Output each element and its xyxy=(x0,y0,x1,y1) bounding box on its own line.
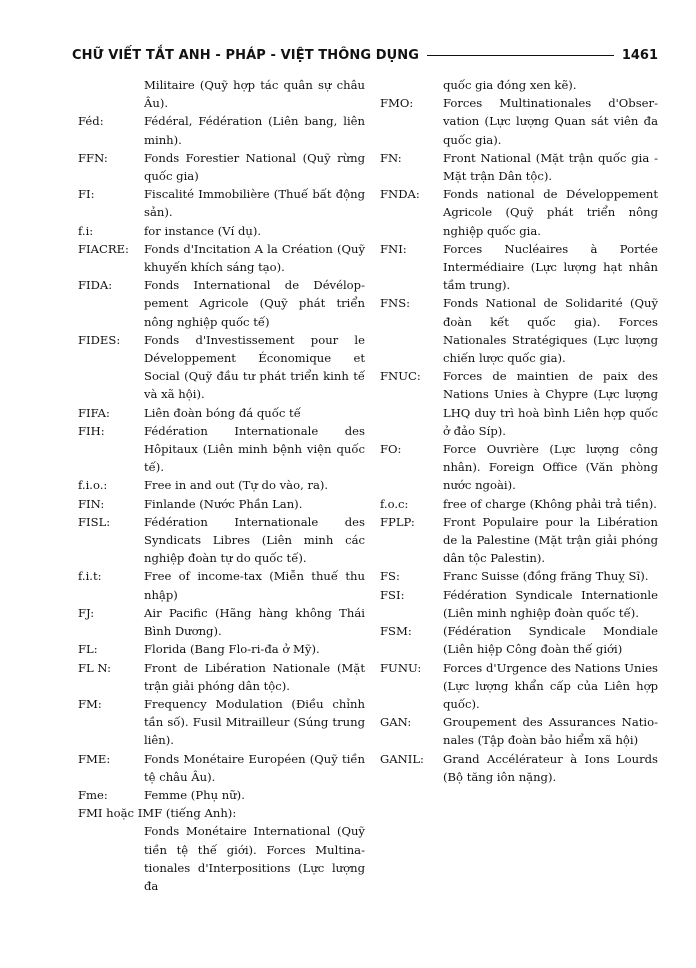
header-rule xyxy=(427,55,614,56)
abbreviation-definition: Forces Nucléaires à Portée Intermédiaire (Lực lượng hạt nhân tầm trung). xyxy=(443,241,658,293)
abbreviation-definition: Fédéral, Fédération (Liên bang, liên minh). xyxy=(144,114,365,147)
abbreviation-term: FL: xyxy=(78,642,98,657)
abbreviation-definition: Fonds d'Incitation A la Création (Quỹ khuyến khích sáng tạo). xyxy=(144,241,365,275)
abbreviation-term: FNS: xyxy=(380,296,411,311)
abbreviation-definition: Fiscalité Immobilière (Thuế bất động sản). xyxy=(144,187,365,220)
abbreviation-term: f.i: xyxy=(78,223,94,238)
abbreviation-definition: Fonds National de Solidarité (Quỹ đoàn kết quốc gia). Forces Nationales Stratégiques (Lực lượng chiến lược quốc gia). xyxy=(443,296,658,366)
abbreviation-term: f.o.c: xyxy=(380,496,409,511)
abbreviation-term: f.i.t: xyxy=(78,569,102,584)
glossary-entry xyxy=(78,750,365,786)
abbreviation-term: FME: xyxy=(78,751,111,766)
glossary-entry xyxy=(380,76,658,94)
glossary-entry xyxy=(380,240,658,295)
abbreviation-definition: Fonds Monétaire International (Quỹ tiền tệ thế giới). Forces Multina-tionales d'Interpositions (Lực lượng đa xyxy=(144,824,365,893)
abbreviation-definition: Air Pacific (Hãng hàng không Thái Bình Dương). xyxy=(144,605,365,639)
glossary-entry xyxy=(78,422,365,477)
abbreviation-definition: Grand Accélérateur à Ions Lourds (Bộ tăng iôn nặng). xyxy=(443,751,658,784)
abbreviation-definition: Fédération Internationale des Hôpitaux (Liên minh bệnh viện quốc tế). xyxy=(144,423,365,475)
abbreviation-definition: Front National (Mặt trận quốc gia - Mặt trận Dân tộc). xyxy=(443,150,658,184)
glossary-entry xyxy=(380,149,658,185)
abbreviation-definition: Militaire (Quỹ hợp tác quân sự châu Âu). xyxy=(144,78,365,111)
abbreviation-term: FMI hoặc IMF (tiếng Anh): xyxy=(78,806,237,821)
abbreviation-definition: Fonds d'Investissement pour le Développement Économique et Social (Quỹ đầu tư phát triển kinh tế và xã hội). xyxy=(144,332,365,402)
glossary-entry xyxy=(78,404,365,422)
abbreviation-term: FIH: xyxy=(78,423,105,438)
abbreviation-definition: Forces Multinationales d'Obser-vation (Lực lượng Quan sát viên đa quốc gia). xyxy=(443,96,658,147)
abbreviation-definition: Femme (Phụ nữ). xyxy=(144,787,245,802)
glossary-entry xyxy=(380,294,658,367)
glossary-entry xyxy=(78,149,365,185)
abbreviation-definition: Fédération Syndicale Internationle (Liên minh nghiệp đoàn quốc tế). xyxy=(443,587,658,620)
abbreviation-term: FM: xyxy=(78,696,102,711)
glossary-entry xyxy=(380,185,658,240)
glossary-entry xyxy=(78,513,365,568)
glossary-entry xyxy=(78,331,365,404)
abbreviation-term: FSI: xyxy=(380,587,405,602)
glossary-entry xyxy=(380,622,658,658)
glossary-entry xyxy=(78,786,365,804)
abbreviation-term: FSM: xyxy=(380,624,412,639)
abbreviation-definition: Fonds International de Dévélop-pement Agricole (Quỹ phát triển nông nghiệp quốc tế) xyxy=(144,278,365,329)
abbreviation-term: FS: xyxy=(380,569,400,584)
glossary-entry xyxy=(78,804,365,895)
abbreviation-definition: quốc gia đóng xen kẽ). xyxy=(443,78,577,92)
glossary-entry xyxy=(380,440,658,495)
abbreviation-term xyxy=(380,76,443,94)
abbreviation-definition: Florida (Bang Flo-ri-đa ở Mỹ). xyxy=(144,642,320,657)
abbreviation-term: FL N: xyxy=(78,660,112,675)
abbreviation-term: FIACRE: xyxy=(78,241,129,256)
glossary-entry xyxy=(78,659,365,695)
abbreviation-definition: for instance (Ví dụ). xyxy=(144,223,262,238)
abbreviation-definition: Force Ouvrière (Lực lượng công nhân). Foreign Office (Văn phòng nước ngoài). xyxy=(443,442,658,493)
abbreviation-definition: Finlande (Nước Phần Lan). xyxy=(144,496,303,511)
abbreviation-definition: Fonds national de Développement Agricole (Quỹ phát triển nông nghiệp quốc gia. xyxy=(443,187,658,238)
glossary-entry xyxy=(380,495,658,513)
abbreviation-definition: Franc Suisse (đồng frăng Thuỵ Sĩ). xyxy=(443,569,649,584)
abbreviation-term: FN: xyxy=(380,150,402,165)
glossary-entry xyxy=(78,476,365,494)
abbreviation-term: FUNU: xyxy=(380,660,422,675)
abbreviation-definition: Free of income-tax (Miễn thuế thu nhập) xyxy=(144,569,365,602)
abbreviation-term: FPLP: xyxy=(380,514,415,529)
abbreviation-term: Fme: xyxy=(78,787,108,802)
abbreviation-term: FIDES: xyxy=(78,332,121,347)
glossary-entry xyxy=(380,586,658,622)
glossary-entry xyxy=(78,240,365,276)
glossary-entry xyxy=(380,513,658,568)
abbreviation-term: GANIL: xyxy=(380,751,424,766)
abbreviation-term: FIN: xyxy=(78,496,105,511)
glossary-entry xyxy=(380,659,658,714)
abbreviation-term: FNDA: xyxy=(380,187,420,202)
glossary-entry xyxy=(78,185,365,221)
abbreviation-definition: Fédération Internationale des Syndicats Libres (Liên minh các nghiệp đoàn tự do quốc tế). xyxy=(144,514,365,566)
right-column xyxy=(380,76,658,786)
abbreviation-term: FNI: xyxy=(380,241,407,256)
abbreviation-definition: Front de Libération Nationale (Mặt trận giải phóng dân tộc). xyxy=(144,660,365,693)
abbreviation-term: FI: xyxy=(78,187,95,202)
abbreviation-definition: Fonds Forestier National (Quỹ rừng quốc gia) xyxy=(144,150,365,184)
abbreviation-term xyxy=(78,76,144,112)
page-number: 1461 xyxy=(621,47,658,63)
abbreviation-term: FISL: xyxy=(78,514,111,529)
glossary-entry xyxy=(78,604,365,640)
abbreviation-term: FMO: xyxy=(380,96,414,111)
glossary-entry xyxy=(380,94,658,149)
glossary-entry xyxy=(78,640,365,658)
glossary-entry xyxy=(78,567,365,603)
abbreviation-definition: Free in and out (Tự do vào, ra). xyxy=(144,478,329,493)
abbreviation-term: FIFA: xyxy=(78,405,110,420)
abbreviation-definition: (Fédération Syndicale Mondiale (Liên hiệp Công đoàn thế giới) xyxy=(443,624,658,657)
abbreviation-term: FNUC: xyxy=(380,369,421,384)
glossary-entry xyxy=(380,567,658,585)
abbreviation-definition: Front Populaire pour la Libération de la Palestine (Mặt trận giải phóng dân tộc Palestin). xyxy=(443,514,658,566)
glossary-entry xyxy=(78,695,365,750)
abbreviation-term: Féd: xyxy=(78,114,104,129)
abbreviation-definition: free of charge (Không phải trả tiền). xyxy=(443,496,657,511)
glossary-entry xyxy=(380,713,658,749)
header-title: CHỮ VIẾT TẮT ANH - PHÁP - VIỆT THÔNG DỤNG xyxy=(72,47,420,63)
abbreviation-definition: Liên đoàn bóng đá quốc tế xyxy=(144,405,301,420)
abbreviation-term: GAN: xyxy=(380,715,412,730)
abbreviation-term: FO: xyxy=(380,442,402,457)
abbreviation-definition: Groupement des Assurances Natio-nales (Tập đoàn bảo hiểm xã hội) xyxy=(443,715,658,748)
glossary-entry xyxy=(78,76,365,112)
abbreviation-definition: Frequency Modulation (Điều chỉnh tần số). Fusil Mitrailleur (Súng trung liên). xyxy=(144,696,365,748)
abbreviation-term: FFN: xyxy=(78,150,108,165)
left-column xyxy=(78,76,365,895)
running-header xyxy=(72,44,658,66)
glossary-entry xyxy=(78,276,365,331)
glossary-entry xyxy=(380,367,658,440)
abbreviation-definition: Forces d'Urgence des Nations Unies (Lực lượng khẩn cấp của Liên hợp quốc). xyxy=(443,660,658,711)
abbreviation-definition: Forces de maintien de paix des Nations Unies à Chypre (Lực lượng LHQ duy trì hoà bình Liên hợp quốc ở đảo Síp). xyxy=(443,369,658,438)
glossary-entry xyxy=(78,112,365,148)
glossary-entry xyxy=(380,750,658,786)
glossary-entry xyxy=(78,495,365,513)
abbreviation-definition: Fonds Monétaire Européen (Quỹ tiền tệ châu Âu). xyxy=(144,751,365,784)
glossary-entry xyxy=(78,222,365,240)
abbreviation-term: FJ: xyxy=(78,605,95,620)
abbreviation-term: f.i.o.: xyxy=(78,478,108,493)
abbreviation-term: FIDA: xyxy=(78,278,113,293)
